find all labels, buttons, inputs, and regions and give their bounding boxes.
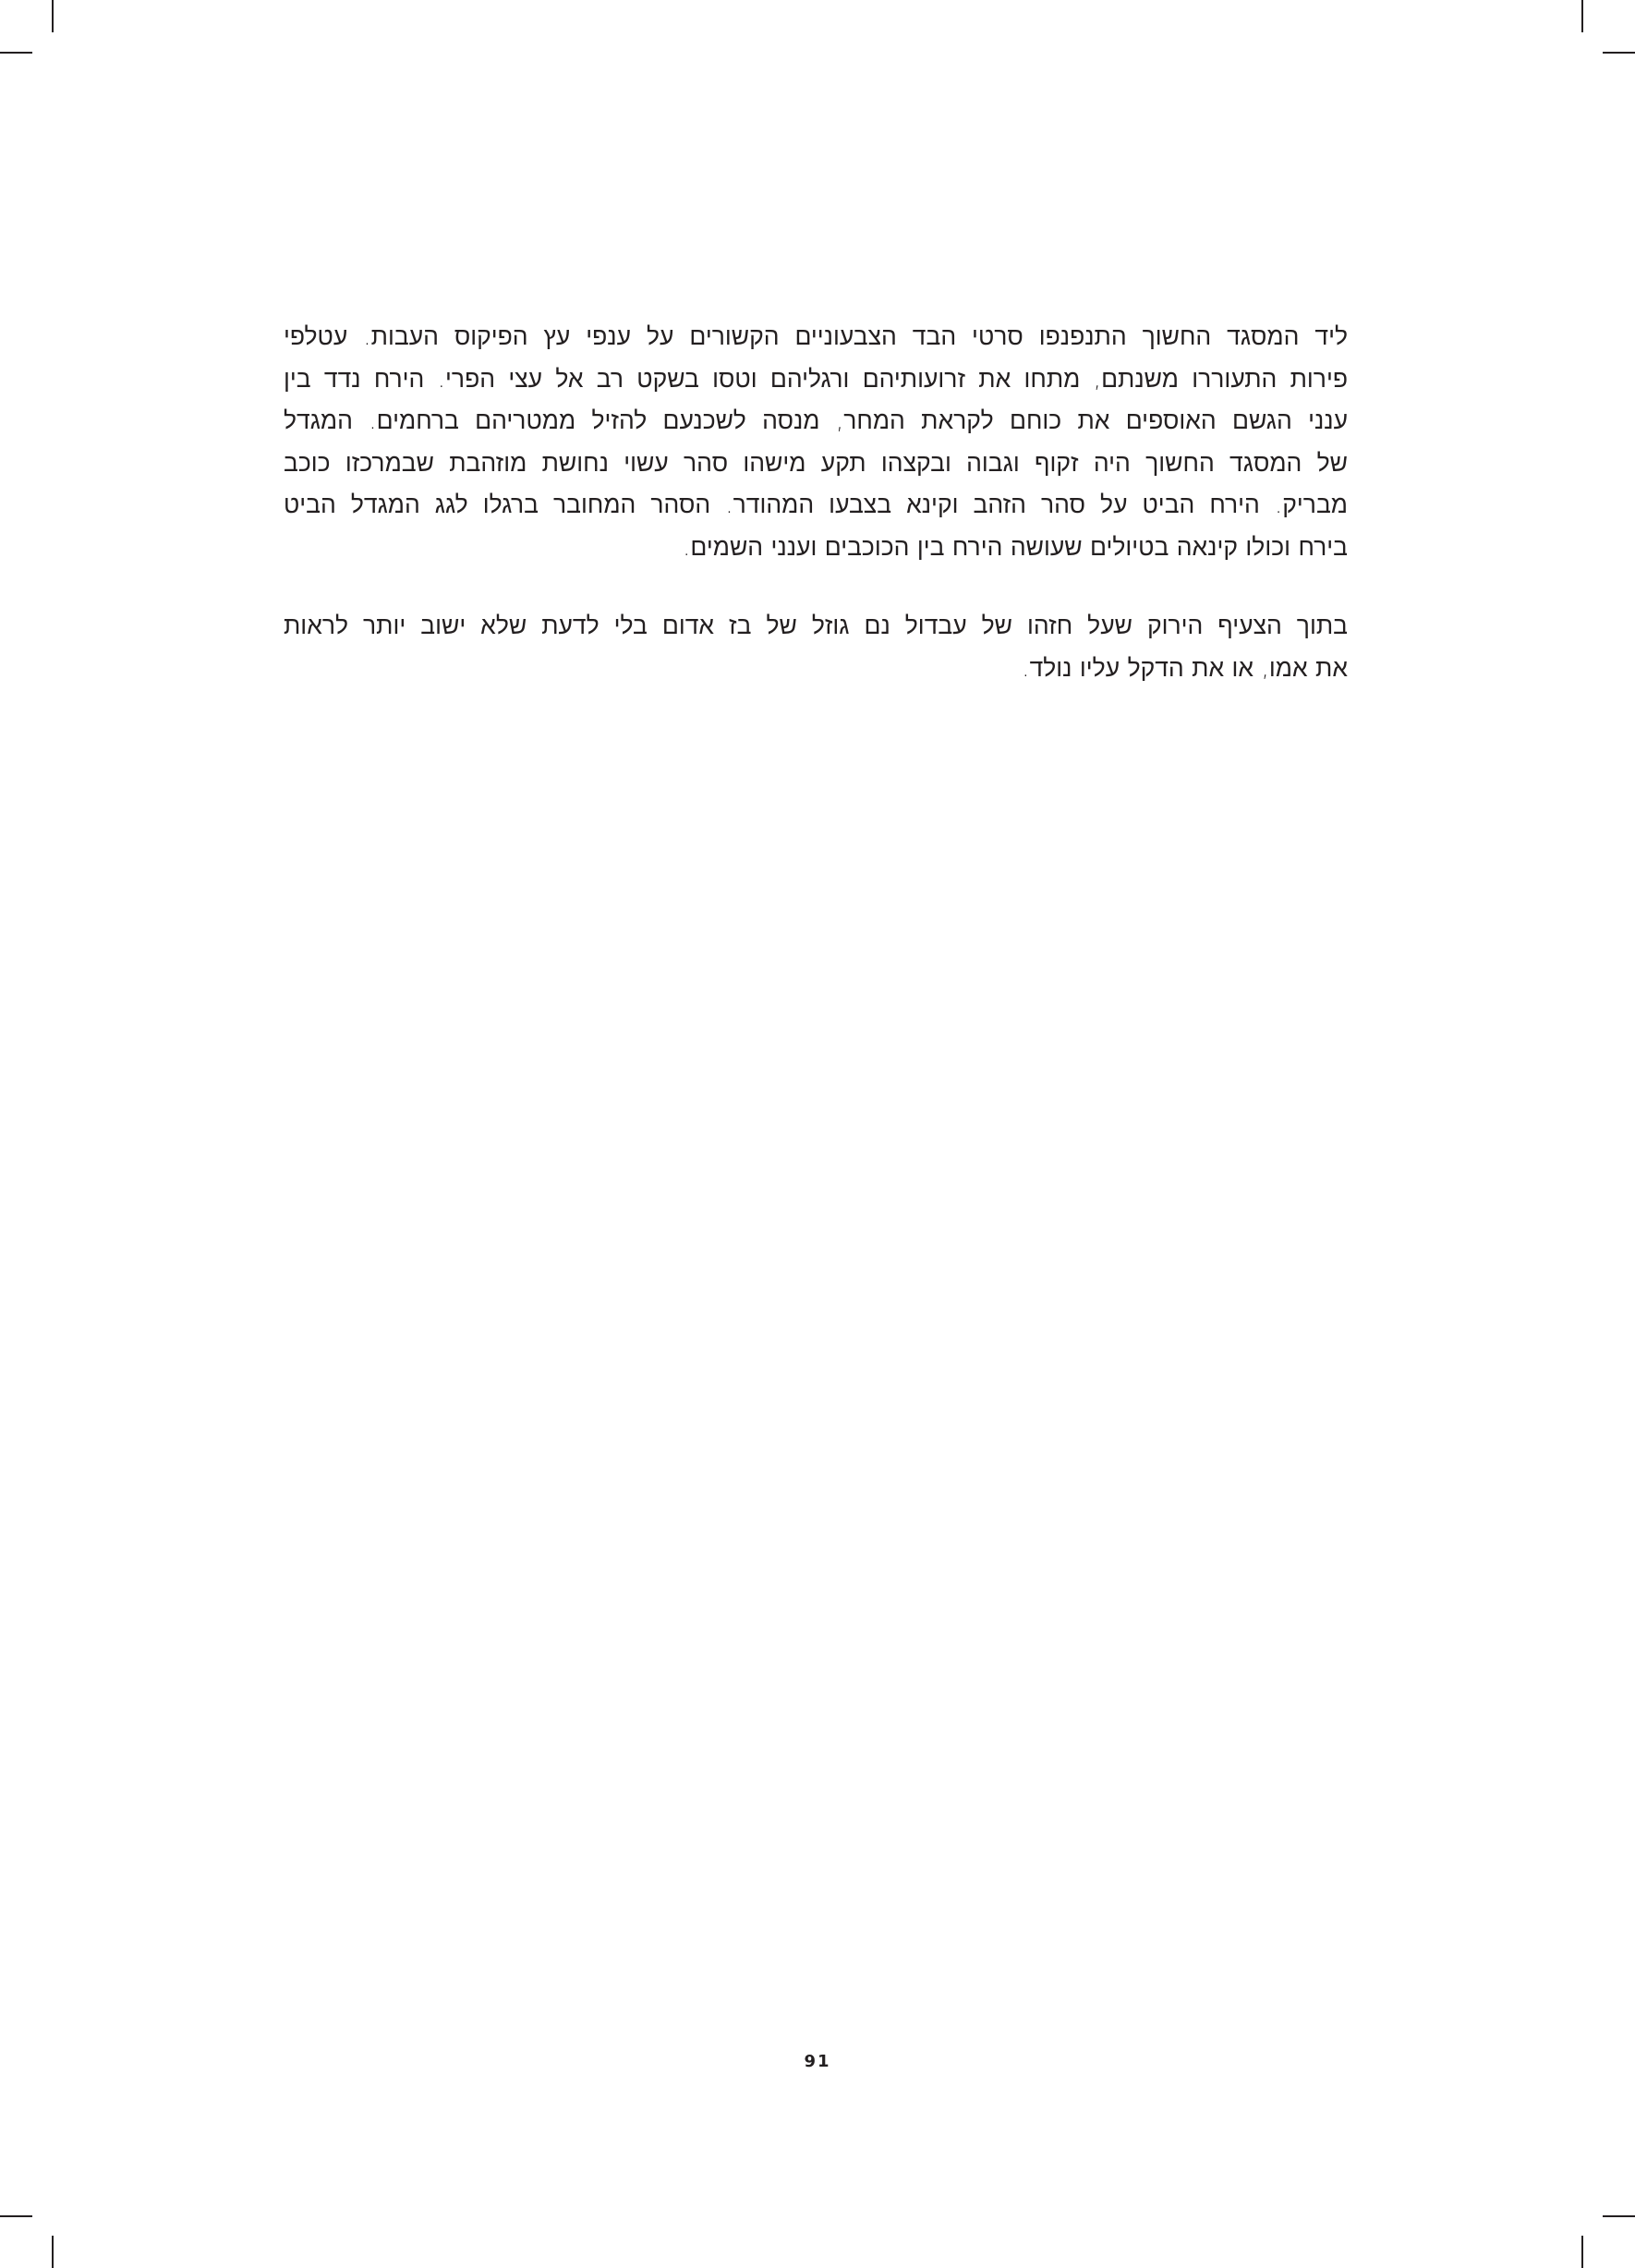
paragraph-line: ליד המסגד החשוך התנפנפו סרטי הבד הצבעוניים הקשורים על ענפי עץ הפיקוס העבות. עטלפי [284, 322, 1348, 351]
paragraph-line: מבריק. הירח הביט על סהר הזהב וקינא בצבעו המהודר. הסהר המחובר ברגלו לגג המגדל הביט [284, 491, 1348, 519]
paragraph-line: של המסגד החשוך היה זקוף וגבוה ובקצהו תקע מישהו סהר עשוי נחושת מוזהבת שבמרכזו כוכב [284, 448, 1348, 478]
crop-mark-top-right-horizontal [1603, 52, 1635, 54]
crop-mark-top-left-vertical [52, 0, 54, 32]
paragraph-line: בתוך הצעיף הירוק שעל חזהו של עבדול נם גוזל של בז אדום בלי לדעת שלא ישוב יותר לראות [284, 612, 1348, 640]
crop-mark-bottom-right-vertical [1581, 2236, 1583, 2268]
crop-mark-bottom-left-vertical [52, 2236, 54, 2268]
paragraph-line: פירות התעוררו משנתם, מתחו את זרועותיהם ורגליהם וטסו בשקט רב אל עצי הפרי. הירח נדד בין [284, 364, 1348, 394]
crop-mark-bottom-right-horizontal [1603, 2215, 1635, 2217]
paragraph-2 [284, 605, 1348, 689]
crop-mark-bottom-left-horizontal [0, 2215, 32, 2217]
paragraph-line: בירח וכולו קינאה בטיולים שעושה הירח בין הכוכבים וענני השמים. [683, 532, 1348, 562]
crop-mark-top-right-vertical [1581, 0, 1583, 32]
page-number: 91 [804, 2052, 831, 2071]
paragraph-1 [284, 316, 1348, 568]
paragraph-line: את אמו, או את הדקל עליו נולד. [1022, 653, 1348, 683]
crop-mark-top-left-horizontal [0, 52, 32, 54]
paragraph-line: ענני הגשם האוספים את כוחם לקראת המחר, מנסה לשכנעם להזיל ממטריהם ברחמים. המגדל [284, 406, 1348, 435]
